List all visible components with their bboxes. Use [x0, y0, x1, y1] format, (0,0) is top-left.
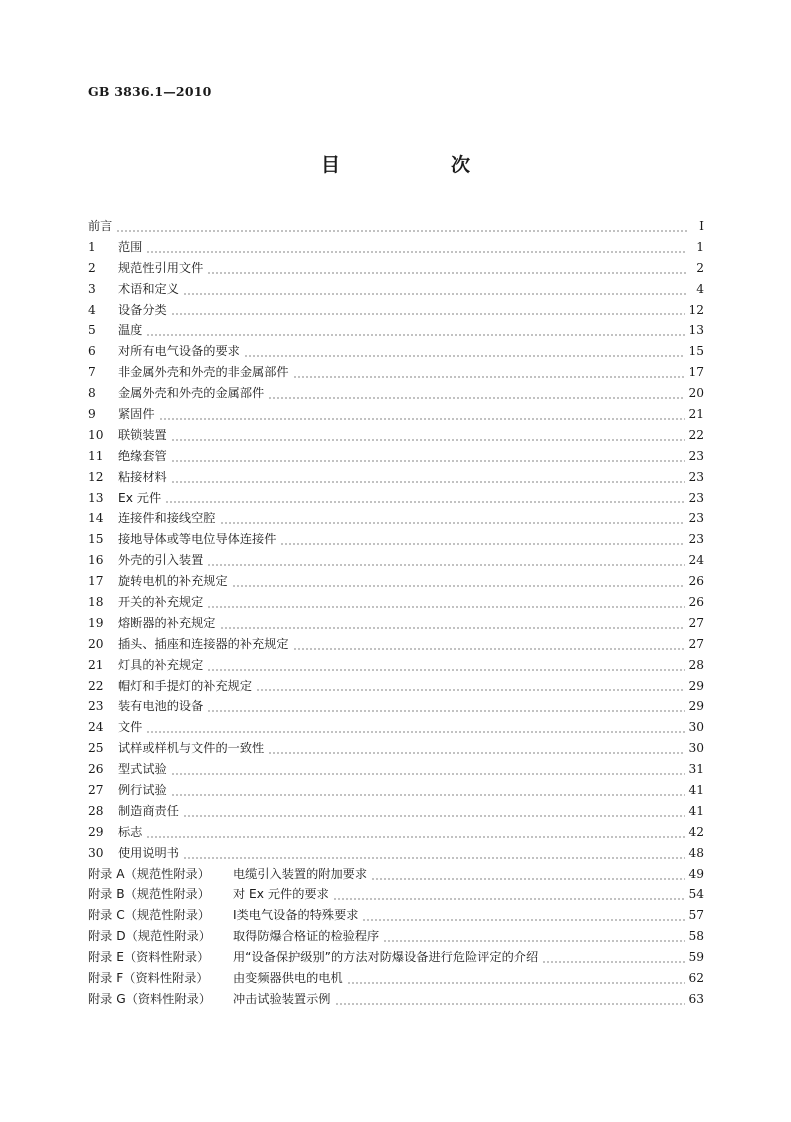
dot-leader — [146, 251, 687, 253]
toc-entry-page: 41 — [688, 783, 704, 798]
toc-entry-number: 15 — [88, 532, 104, 547]
toc-entry-page: 15 — [688, 344, 704, 359]
toc-entry-label: 绝缘套管 — [118, 448, 167, 463]
toc-entry-number: 4 — [88, 302, 96, 317]
toc-appendix-entry[interactable] — [88, 968, 704, 989]
toc-entry[interactable] — [88, 822, 704, 843]
toc-entry[interactable] — [88, 404, 704, 425]
toc-entry-number: 23 — [88, 699, 104, 714]
page-title: 目 次 — [320, 154, 516, 176]
toc-entry[interactable] — [88, 550, 704, 571]
dot-leader — [280, 543, 685, 545]
toc-entry-number: 27 — [88, 783, 104, 798]
toc-entry-page: 57 — [688, 908, 704, 923]
appendix-prefix: 附录 F（资料性附录） — [88, 971, 209, 986]
dot-leader — [207, 710, 685, 712]
toc-entry-page: 49 — [688, 866, 704, 881]
toc-entry-foreword[interactable] — [88, 216, 704, 237]
appendix-prefix: 附录 B（规范性附录） — [88, 887, 210, 902]
dot-leader — [183, 857, 686, 859]
toc-entry-label: 用“设备保护级别”的方法对防爆设备进行危险评定的介绍 — [233, 950, 539, 965]
appendix-prefix: 附录 D（规范性附录） — [88, 929, 211, 944]
toc-entry[interactable] — [88, 738, 704, 759]
toc-entry-page: 23 — [688, 448, 704, 463]
dot-leader — [220, 627, 686, 629]
toc-entry[interactable] — [88, 592, 704, 613]
toc-entry[interactable] — [88, 676, 704, 697]
toc-appendix-entry[interactable] — [88, 947, 704, 968]
toc-appendix-entry[interactable] — [88, 905, 704, 926]
toc-entry[interactable] — [88, 571, 704, 592]
toc-entry-label: 紧固件 — [118, 407, 155, 421]
toc-entry-page: 2 — [696, 260, 704, 275]
toc-entry-page: 30 — [688, 720, 704, 735]
dot-leader — [171, 481, 686, 483]
dot-leader — [159, 418, 686, 420]
toc-entry-number: 1 — [88, 239, 96, 254]
toc-entry-label: 术语和定义 — [118, 281, 179, 296]
toc-entry-number: 30 — [88, 845, 104, 860]
toc-appendix-entry[interactable] — [88, 926, 704, 947]
toc-entry-page: 21 — [688, 407, 704, 421]
toc-entry-page: 13 — [688, 323, 704, 338]
toc-appendix-entry[interactable] — [88, 989, 704, 1010]
toc-entry[interactable] — [88, 843, 704, 864]
toc-entry[interactable] — [88, 341, 704, 362]
toc-entry-label: 冲击试验装置示例 — [233, 991, 331, 1006]
toc-entry-number: 5 — [88, 323, 96, 338]
toc-entry[interactable] — [88, 320, 704, 341]
toc-entry-label: 粘接材料 — [118, 469, 167, 484]
toc-entry-label: 开关的补充规定 — [118, 595, 204, 610]
toc-entry-label: 温度 — [118, 323, 143, 338]
toc-entry-label: 对 Ex 元件的要求 — [233, 887, 329, 902]
dot-leader — [171, 460, 686, 462]
toc-entry-label: 非金属外壳和外壳的非金属部件 — [118, 365, 289, 380]
toc-entry[interactable] — [88, 488, 704, 509]
toc-entry-label: 金属外壳和外壳的金属部件 — [118, 386, 265, 401]
dot-leader — [146, 836, 685, 838]
toc-entry-number: 28 — [88, 803, 104, 818]
dot-leader — [542, 961, 685, 963]
dot-leader — [371, 878, 685, 880]
toc-entry-label: 熔断器的补充规定 — [118, 615, 216, 630]
toc-entry-label: 取得防爆合格证的检验程序 — [233, 929, 380, 944]
toc-entry-label: 使用说明书 — [118, 845, 179, 860]
toc-entry-page: 54 — [688, 887, 704, 902]
toc-entry-page: 27 — [688, 636, 704, 651]
standard-code: GB 3836.1—2010 — [88, 84, 212, 99]
toc-entry[interactable] — [88, 801, 704, 822]
toc-entry[interactable] — [88, 696, 704, 717]
toc-entry-number: 7 — [88, 365, 96, 380]
toc-appendix-entry[interactable] — [88, 885, 704, 906]
dot-leader — [207, 606, 685, 608]
toc-entry-page: 4 — [696, 281, 704, 296]
toc-entry-label: 文件 — [118, 720, 143, 735]
toc-entry[interactable] — [88, 362, 704, 383]
toc-entry-label: 装有电池的设备 — [118, 699, 204, 714]
toc-entry-number: 22 — [88, 678, 104, 693]
toc-entry-page: 23 — [688, 511, 704, 526]
toc-entry-label: 由变频器供电的电机 — [233, 971, 343, 986]
toc-entry-page: 31 — [688, 762, 704, 777]
toc-entry-page: 29 — [688, 678, 704, 693]
toc-entry-page: 23 — [688, 469, 704, 484]
toc-entry-number: 19 — [88, 615, 104, 630]
toc-entry-page: 12 — [688, 302, 704, 317]
toc-entry-page: 22 — [688, 427, 704, 442]
toc-entry[interactable] — [88, 300, 704, 321]
toc-entry-number: 6 — [88, 344, 96, 359]
toc-entry-label: Ⅰ类电气设备的特殊要求 — [233, 908, 359, 923]
dot-leader — [293, 648, 686, 650]
toc-entry-page: 26 — [688, 574, 704, 589]
toc-entry[interactable] — [88, 237, 704, 258]
toc-entry-number: 26 — [88, 762, 104, 777]
dot-leader — [171, 773, 686, 775]
dot-leader — [232, 585, 686, 587]
toc-entry-page: 29 — [688, 699, 704, 714]
toc-entry[interactable] — [88, 258, 704, 279]
toc-entry-number: 29 — [88, 824, 104, 839]
dot-leader — [244, 355, 686, 357]
toc-entry[interactable] — [88, 279, 704, 300]
dot-leader — [335, 1003, 686, 1005]
dot-leader — [256, 689, 685, 691]
toc-entry-page: 28 — [688, 657, 704, 672]
toc-entry-label: 标志 — [118, 824, 143, 839]
dot-leader — [207, 564, 685, 566]
dot-leader — [268, 752, 685, 754]
toc-entry-number: 12 — [88, 469, 104, 484]
toc-entry-number: 3 — [88, 281, 96, 296]
toc-entry-number: 10 — [88, 427, 104, 442]
toc-entry-number: 20 — [88, 636, 104, 651]
toc-entry[interactable] — [88, 383, 704, 404]
appendix-prefix: 附录 A（规范性附录） — [88, 866, 210, 881]
toc-entry-page: 1 — [696, 239, 704, 254]
toc-entry-page: 59 — [688, 950, 704, 965]
toc-entry-page: 63 — [688, 991, 704, 1006]
toc-entry-page: 58 — [688, 929, 704, 944]
toc-entry[interactable] — [88, 613, 704, 634]
toc-entry-number: 21 — [88, 657, 104, 672]
toc-entry-page: 41 — [688, 803, 704, 818]
toc-entry[interactable] — [88, 717, 704, 738]
toc-entry-number: 14 — [88, 511, 104, 526]
toc-entry-number: 2 — [88, 260, 96, 275]
toc-entry-label: 设备分类 — [118, 302, 167, 317]
toc-entry-number: 9 — [88, 407, 96, 421]
toc-entry-page: 48 — [688, 845, 704, 860]
toc-entry-page: 26 — [688, 595, 704, 610]
toc-entry-label: 型式试验 — [118, 762, 167, 777]
toc-entry-number: 25 — [88, 741, 104, 756]
toc-entry[interactable] — [88, 655, 704, 676]
toc-entry-label: 插头、插座和连接器的补充规定 — [118, 636, 289, 651]
dot-leader — [171, 794, 686, 796]
toc-entry-page: 62 — [688, 971, 704, 986]
toc-entry-number: 11 — [88, 448, 104, 463]
toc-entry-label: 旋转电机的补充规定 — [118, 574, 228, 589]
toc-entry-label: 范围 — [118, 239, 143, 254]
toc-entry-label: 联锁装置 — [118, 427, 167, 442]
toc-entry-page: 23 — [688, 532, 704, 547]
appendix-prefix: 附录 C（规范性附录） — [88, 908, 211, 923]
toc-entry-label: 对所有电气设备的要求 — [118, 344, 240, 359]
toc-entry[interactable] — [88, 634, 704, 655]
toc-entry-label: 制造商责任 — [118, 803, 179, 818]
toc-entry-number: 17 — [88, 574, 104, 589]
dot-leader — [383, 940, 685, 942]
dot-leader — [171, 439, 686, 441]
dot-leader — [347, 982, 686, 984]
toc-entry-number: 24 — [88, 720, 104, 735]
toc-entry-label: 电缆引入装置的附加要求 — [233, 866, 368, 881]
toc-entry-page: Ⅰ — [699, 218, 704, 233]
dot-leader — [362, 919, 685, 921]
toc-entry-page: 23 — [688, 490, 704, 505]
dot-leader — [207, 669, 685, 671]
toc-entry[interactable] — [88, 446, 704, 467]
toc-entry-number: 8 — [88, 386, 96, 401]
toc-entry-number: 18 — [88, 595, 104, 610]
toc-appendix-entry[interactable] — [88, 864, 704, 885]
appendix-prefix: 附录 G（资料性附录） — [88, 991, 212, 1006]
toc-entry-label: Ex 元件 — [118, 490, 162, 505]
toc-entry-label: 例行试验 — [118, 783, 167, 798]
toc-entry[interactable] — [88, 508, 704, 529]
toc-entry-page: 42 — [688, 824, 704, 839]
toc-entry-page: 24 — [688, 553, 704, 568]
dot-leader — [333, 898, 686, 900]
toc-entry[interactable] — [88, 780, 704, 801]
dot-leader — [116, 230, 687, 232]
toc-entry-number: 16 — [88, 553, 104, 568]
table-of-contents — [88, 216, 704, 1010]
dot-leader — [183, 293, 687, 295]
dot-leader — [207, 272, 687, 274]
toc-entry-label: 连接件和接线空腔 — [118, 511, 216, 526]
dot-leader — [146, 731, 685, 733]
dot-leader — [220, 522, 686, 524]
dot-leader — [293, 376, 686, 378]
toc-entry-label: 灯具的补充规定 — [118, 657, 204, 672]
toc-entry-label: 试样或样机与文件的一致性 — [118, 741, 265, 756]
dot-leader — [268, 397, 685, 399]
toc-entry-label: 规范性引用文件 — [118, 260, 204, 275]
dot-leader — [183, 815, 686, 817]
toc-entry-label: 接地导体或等电位导体连接件 — [118, 532, 277, 547]
toc-entry-page: 30 — [688, 741, 704, 756]
toc-entry-label: 外壳的引入装置 — [118, 553, 204, 568]
toc-entry[interactable] — [88, 529, 704, 550]
dot-leader — [165, 501, 685, 503]
toc-entry[interactable] — [88, 759, 704, 780]
toc-entry-page: 27 — [688, 615, 704, 630]
toc-entry-label: 前言 — [88, 218, 113, 233]
toc-entry[interactable] — [88, 425, 704, 446]
toc-entry[interactable] — [88, 467, 704, 488]
toc-entry-number: 13 — [88, 490, 104, 505]
toc-entry-label: 帽灯和手提灯的补充规定 — [118, 678, 253, 693]
toc-entry-page: 20 — [688, 386, 704, 401]
dot-leader — [171, 313, 686, 315]
toc-entry-page: 17 — [688, 365, 704, 380]
dot-leader — [146, 334, 685, 336]
appendix-prefix: 附录 E（资料性附录） — [88, 950, 210, 965]
